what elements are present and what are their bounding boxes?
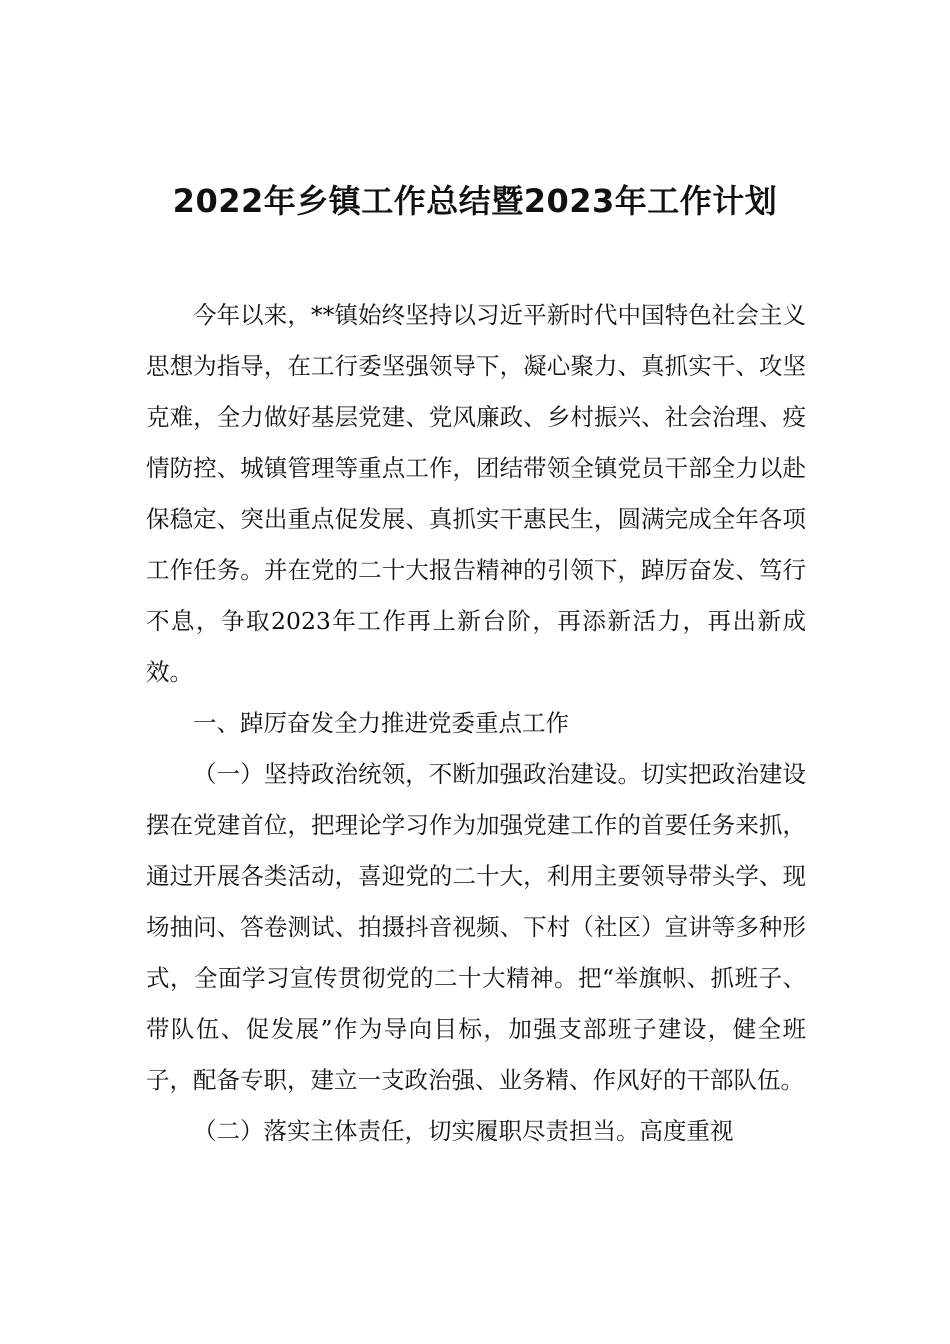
document-body: [146, 290, 806, 1157]
subsection-paragraph-2: （二）落实主体责任，切实履职尽责担当。高度重视: [193, 1117, 734, 1145]
intro-paragraph: 今年以来，**镇始终坚持以习近平新时代中国特色社会主义思想为指导，在工行委坚强领导下，凝心聚力、真抓实干、攻坚克难，全力做好基层党建、党风廉政、乡村振兴、社会治理、疫情防控、城镇管理等重点工作，团结带领全镇党员干部全力以赴保稳定、突出重点促发展、真抓实干惠民生，圆满完成全年各项工作任务。并在党的二十大报告精神的引领下，踔厉奋发、笃行不息，争取2023年工作再上新台阶，再添新活力，再出新成效。: [146, 301, 806, 686]
section-heading-1: 一、踔厉奋发全力推进党委重点工作: [193, 709, 569, 737]
subsection-paragraph-1: （一）坚持政治统领，不断加强政治建设。切实把政治建设摆在党建首位，把理论学习作为加强党建工作的首要任务来抓，通过开展各类活动，喜迎党的二十大，利用主要领导带头学、现场抽问、答卷测试、拍摄抖音视频、下村（社区）宣讲等多种形式，全面学习宣传贯彻党的二十大精神。把“举旗帜、抓班子、带队伍、促发展”作为导向目标，加强支部班子建设，健全班子，配备专职，建立一支政治强、业务精、作风好的干部队伍。: [146, 760, 806, 1094]
document-title: 2022年乡镇工作总结暨2023年工作计划: [172, 182, 778, 221]
